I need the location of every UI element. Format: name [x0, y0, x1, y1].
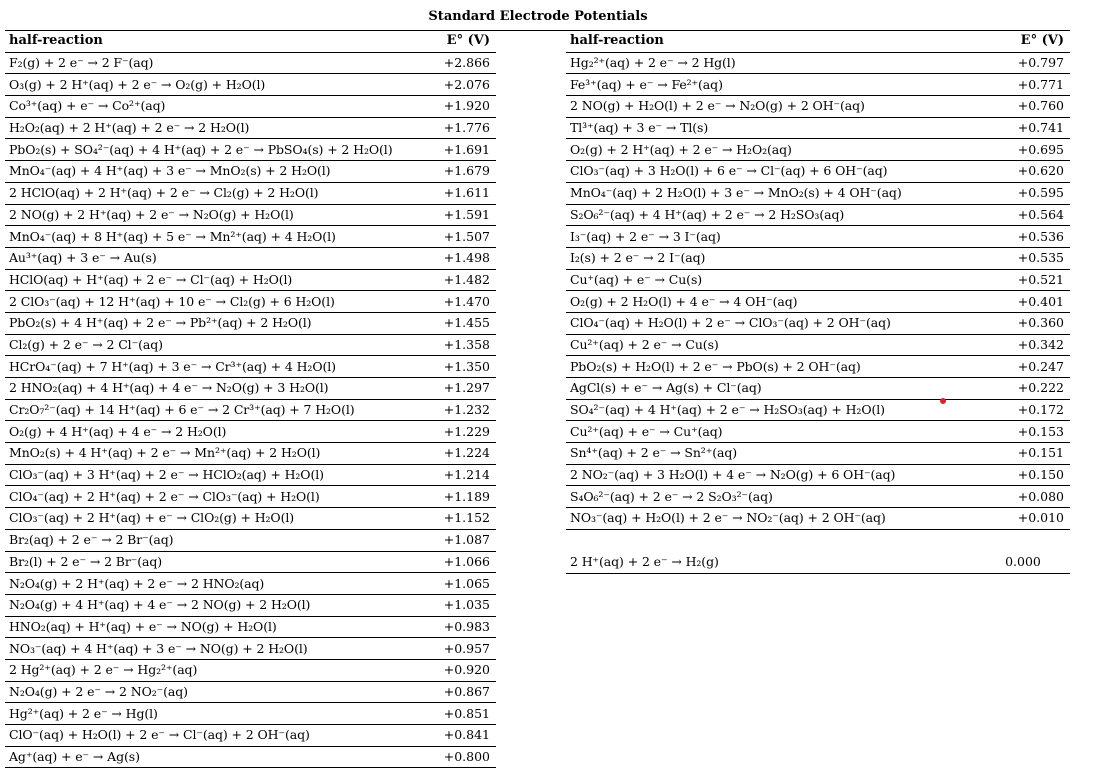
half-reaction-cell: F₂(g) + 2 e⁻ → 2 F⁻(aq) [5, 52, 400, 74]
half-reaction-cell: MnO₂(s) + 4 H⁺(aq) + 2 e⁻ → Mn²⁺(aq) + 2 H₂O(l) [5, 443, 400, 465]
table-row [566, 247, 1070, 269]
table-row [5, 443, 496, 465]
potential-cell: +0.595 [978, 182, 1070, 204]
potential-cell: +2.076 [400, 74, 496, 96]
potential-cell: +1.358 [400, 334, 496, 356]
table-row [566, 96, 1070, 118]
half-reaction-cell: HCrO₄⁻(aq) + 7 H⁺(aq) + 3 e⁻ → Cr³⁺(aq) + 4 H₂O(l) [5, 356, 400, 378]
half-reaction-cell: 2 HClO(aq) + 2 H⁺(aq) + 2 e⁻ → Cl₂(g) + 2 H₂O(l) [5, 182, 400, 204]
potential-cell: +1.611 [400, 182, 496, 204]
potential-cell: +0.564 [978, 204, 1070, 226]
table-row [566, 74, 1070, 96]
table-row [5, 96, 496, 118]
table-row [566, 334, 1070, 356]
half-reaction-cell: Cr₂O₇²⁻(aq) + 14 H⁺(aq) + 6 e⁻ → 2 Cr³⁺(aq) + 7 H₂O(l) [5, 399, 400, 421]
table-row [566, 291, 1070, 313]
table-row [5, 312, 496, 334]
table-row [5, 52, 496, 74]
potential-cell: +0.797 [978, 52, 1070, 74]
potential-cell: +0.222 [978, 378, 1070, 400]
potential-cell: 0.000 [978, 552, 1070, 573]
potential-cell: +1.152 [400, 508, 496, 530]
table-row [5, 551, 496, 573]
hydrogen-reference-row [566, 552, 1070, 573]
half-reaction-cell: 2 NO₂⁻(aq) + 3 H₂O(l) + 4 e⁻ → N₂O(g) + 6 OH⁻(aq) [566, 464, 978, 486]
half-reaction-cell: Cu²⁺(aq) + 2 e⁻ → Cu(s) [566, 334, 978, 356]
half-reaction-cell: S₄O₆²⁻(aq) + 2 e⁻ → 2 S₂O₃²⁻(aq) [566, 486, 978, 508]
half-reaction-cell: Fe³⁺(aq) + e⁻ → Fe²⁺(aq) [566, 74, 978, 96]
table-row [5, 247, 496, 269]
half-reaction-cell: ClO₃⁻(aq) + 2 H⁺(aq) + e⁻ → ClO₂(g) + H₂O(l) [5, 508, 400, 530]
table-row [5, 594, 496, 616]
potential-cell: +0.153 [978, 421, 1070, 443]
table-row [5, 204, 496, 226]
half-reaction-cell: Cu²⁺(aq) + e⁻ → Cu⁺(aq) [566, 421, 978, 443]
half-reaction-cell: H₂O₂(aq) + 2 H⁺(aq) + 2 e⁻ → 2 H₂O(l) [5, 117, 400, 139]
table-row [566, 312, 1070, 334]
half-reaction-cell: MnO₄⁻(aq) + 8 H⁺(aq) + 5 e⁻ → Mn²⁺(aq) + 4 H₂O(l) [5, 226, 400, 248]
half-reaction-cell: Hg²⁺(aq) + 2 e⁻ → Hg(l) [5, 703, 400, 725]
half-reaction-cell: ClO₄⁻(aq) + 2 H⁺(aq) + 2 e⁻ → ClO₃⁻(aq) + H₂O(l) [5, 486, 400, 508]
table-row [566, 161, 1070, 183]
half-reaction-cell: N₂O₄(g) + 2 H⁺(aq) + 2 e⁻ → 2 HNO₂(aq) [5, 573, 400, 595]
half-reaction-cell: 2 NO(g) + 2 H⁺(aq) + 2 e⁻ → N₂O(g) + H₂O(l) [5, 204, 400, 226]
half-reaction-cell: ClO₃⁻(aq) + 3 H⁺(aq) + 2 e⁻ → HClO₂(aq) + H₂O(l) [5, 464, 400, 486]
table-row [5, 746, 496, 768]
potential-cell: +0.741 [978, 117, 1070, 139]
table-row [5, 182, 496, 204]
potential-cell: +1.679 [400, 161, 496, 183]
potential-cell: +1.297 [400, 378, 496, 400]
red-marker-dot [940, 398, 946, 404]
half-reaction-cell: SO₄²⁻(aq) + 4 H⁺(aq) + 2 e⁻ → H₂SO₃(aq) + H₂O(l) [566, 399, 978, 421]
table-row [566, 486, 1070, 508]
half-reaction-cell: 2 ClO₃⁻(aq) + 12 H⁺(aq) + 10 e⁻ → Cl₂(g) + 6 H₂O(l) [5, 291, 400, 313]
table-row [566, 182, 1070, 204]
half-reaction-cell: Co³⁺(aq) + e⁻ → Co²⁺(aq) [5, 96, 400, 118]
potential-cell: +0.620 [978, 161, 1070, 183]
table-row [566, 464, 1070, 486]
half-reaction-cell: N₂O₄(g) + 2 e⁻ → 2 NO₂⁻(aq) [5, 681, 400, 703]
potential-header: E° (V) [978, 31, 1070, 52]
potential-cell: +1.482 [400, 269, 496, 291]
table-row [5, 291, 496, 313]
potential-cell: +0.401 [978, 291, 1070, 313]
potential-cell: +0.983 [400, 616, 496, 638]
half-reaction-cell: Cl₂(g) + 2 e⁻ → 2 Cl⁻(aq) [5, 334, 400, 356]
half-reaction-cell: AgCl(s) + e⁻ → Ag(s) + Cl⁻(aq) [566, 378, 978, 400]
potential-cell: +1.455 [400, 312, 496, 334]
potential-cell: +0.800 [400, 746, 496, 768]
potential-cell: +1.224 [400, 443, 496, 465]
half-reaction-cell: Tl³⁺(aq) + 3 e⁻ → Tl(s) [566, 117, 978, 139]
half-reaction-cell: N₂O₄(g) + 4 H⁺(aq) + 4 e⁻ → 2 NO(g) + 2 H₂O(l) [5, 594, 400, 616]
half-reaction-cell: O₂(g) + 2 H⁺(aq) + 2 e⁻ → H₂O₂(aq) [566, 139, 978, 161]
potential-cell: +2.866 [400, 52, 496, 74]
right-header-row [566, 31, 1070, 52]
table-row [5, 226, 496, 248]
half-reaction-cell: Br₂(l) + 2 e⁻ → 2 Br⁻(aq) [5, 551, 400, 573]
potential-cell: +0.771 [978, 74, 1070, 96]
half-reaction-cell: HClO(aq) + H⁺(aq) + 2 e⁻ → Cl⁻(aq) + H₂O(l) [5, 269, 400, 291]
potential-cell: +0.851 [400, 703, 496, 725]
half-reaction-cell: PbO₂(s) + SO₄²⁻(aq) + 4 H⁺(aq) + 2 e⁻ → PbSO₄(s) + 2 H₂O(l) [5, 139, 400, 161]
table-row [566, 399, 1070, 421]
potential-cell: +1.214 [400, 464, 496, 486]
table-row [566, 508, 1070, 530]
table-row [5, 681, 496, 703]
table-row [5, 378, 496, 400]
potential-cell: +0.342 [978, 334, 1070, 356]
spacer-row [566, 529, 1070, 552]
table-row [566, 421, 1070, 443]
potential-cell: +0.841 [400, 725, 496, 747]
table-row [566, 204, 1070, 226]
table-row [5, 464, 496, 486]
potential-cell: +0.080 [978, 486, 1070, 508]
half-reaction-cell: I₂(s) + 2 e⁻ → 2 I⁻(aq) [566, 247, 978, 269]
potential-cell: +0.360 [978, 312, 1070, 334]
potential-cell: +1.035 [400, 594, 496, 616]
half-reaction-cell: 2 HNO₂(aq) + 4 H⁺(aq) + 4 e⁻ → N₂O(g) + 3 H₂O(l) [5, 378, 400, 400]
potential-cell: +1.498 [400, 247, 496, 269]
potential-cell: +1.920 [400, 96, 496, 118]
potential-cell: +1.065 [400, 573, 496, 595]
potential-header: E° (V) [400, 31, 496, 52]
potential-cell: +1.470 [400, 291, 496, 313]
table-row [566, 378, 1070, 400]
potential-cell: +0.920 [400, 659, 496, 681]
table-row [5, 421, 496, 443]
half-reaction-cell: Ag⁺(aq) + e⁻ → Ag(s) [5, 746, 400, 768]
table-row [5, 659, 496, 681]
half-reaction-cell: 2 H⁺(aq) + 2 e⁻ → H₂(g) [566, 552, 978, 573]
half-reaction-cell: O₂(g) + 2 H₂O(l) + 4 e⁻ → 4 OH⁻(aq) [566, 291, 978, 313]
half-reaction-cell: S₂O₆²⁻(aq) + 4 H⁺(aq) + 2 e⁻ → 2 H₂SO₃(aq) [566, 204, 978, 226]
potential-cell: +0.172 [978, 399, 1070, 421]
half-reaction-cell: MnO₄⁻(aq) + 2 H₂O(l) + 3 e⁻ → MnO₂(s) + 4 OH⁻(aq) [566, 182, 978, 204]
potential-cell: +1.232 [400, 399, 496, 421]
table-row [566, 356, 1070, 378]
potential-cell: +1.087 [400, 529, 496, 551]
potential-cell: +0.536 [978, 226, 1070, 248]
half-reaction-cell: MnO₄⁻(aq) + 4 H⁺(aq) + 3 e⁻ → MnO₂(s) + 2 H₂O(l) [5, 161, 400, 183]
potential-cell: +1.591 [400, 204, 496, 226]
table-row [566, 269, 1070, 291]
half-reaction-cell: ClO₃⁻(aq) + 3 H₂O(l) + 6 e⁻ → Cl⁻(aq) + 6 OH⁻(aq) [566, 161, 978, 183]
potential-cell: +0.247 [978, 356, 1070, 378]
half-reaction-cell: Hg₂²⁺(aq) + 2 e⁻ → 2 Hg(l) [566, 52, 978, 74]
table-row [5, 616, 496, 638]
half-reaction-cell: Cu⁺(aq) + e⁻ → Cu(s) [566, 269, 978, 291]
half-reaction-cell: 2 Hg²⁺(aq) + 2 e⁻ → Hg₂²⁺(aq) [5, 659, 400, 681]
table-row [566, 443, 1070, 465]
table-row [5, 74, 496, 96]
potential-cell: +1.776 [400, 117, 496, 139]
potential-cell: +0.521 [978, 269, 1070, 291]
table-row [5, 529, 496, 551]
reaction-header: half-reaction [566, 31, 978, 52]
table-row [5, 399, 496, 421]
potential-cell: +0.695 [978, 139, 1070, 161]
table-row [5, 117, 496, 139]
table-row [5, 508, 496, 530]
left-potentials-table [5, 31, 496, 768]
table-row [5, 703, 496, 725]
half-reaction-cell: NO₃⁻(aq) + H₂O(l) + 2 e⁻ → NO₂⁻(aq) + 2 OH⁻(aq) [566, 508, 978, 530]
right-potentials-table [566, 31, 1070, 574]
table-row [5, 334, 496, 356]
half-reaction-cell: O₃(g) + 2 H⁺(aq) + 2 e⁻ → O₂(g) + H₂O(l) [5, 74, 400, 96]
left-header-row [5, 31, 496, 52]
table-row [5, 269, 496, 291]
table-row [566, 52, 1070, 74]
potential-cell: +0.150 [978, 464, 1070, 486]
half-reaction-cell: HNO₂(aq) + H⁺(aq) + e⁻ → NO(g) + H₂O(l) [5, 616, 400, 638]
potential-cell: +1.066 [400, 551, 496, 573]
half-reaction-cell: I₃⁻(aq) + 2 e⁻ → 3 I⁻(aq) [566, 226, 978, 248]
reaction-header: half-reaction [5, 31, 400, 52]
potential-cell: +1.350 [400, 356, 496, 378]
half-reaction-cell: PbO₂(s) + H₂O(l) + 2 e⁻ → PbO(s) + 2 OH⁻(aq) [566, 356, 978, 378]
table-row [5, 725, 496, 747]
half-reaction-cell: 2 NO(g) + H₂O(l) + 2 e⁻ → N₂O(g) + 2 OH⁻(aq) [566, 96, 978, 118]
half-reaction-cell: O₂(g) + 4 H⁺(aq) + 4 e⁻ → 2 H₂O(l) [5, 421, 400, 443]
table-row [5, 486, 496, 508]
potential-cell: +1.691 [400, 139, 496, 161]
table-row [5, 139, 496, 161]
half-reaction-cell: ClO₄⁻(aq) + H₂O(l) + 2 e⁻ → ClO₃⁻(aq) + 2 OH⁻(aq) [566, 312, 978, 334]
half-reaction-cell: Au³⁺(aq) + 3 e⁻ → Au(s) [5, 247, 400, 269]
potential-cell: +0.957 [400, 638, 496, 660]
table-row [566, 139, 1070, 161]
half-reaction-cell: PbO₂(s) + 4 H⁺(aq) + 2 e⁻ → Pb²⁺(aq) + 2 H₂O(l) [5, 312, 400, 334]
table-row [566, 226, 1070, 248]
potential-cell: +0.151 [978, 443, 1070, 465]
table-row [566, 117, 1070, 139]
half-reaction-cell: Sn⁴⁺(aq) + 2 e⁻ → Sn²⁺(aq) [566, 443, 978, 465]
table-row [5, 161, 496, 183]
potential-cell: +0.010 [978, 508, 1070, 530]
page-title: Standard Electrode Potentials [428, 9, 648, 24]
potential-cell: +1.229 [400, 421, 496, 443]
table-row [5, 573, 496, 595]
half-reaction-cell: Br₂(aq) + 2 e⁻ → 2 Br⁻(aq) [5, 529, 400, 551]
half-reaction-cell: NO₃⁻(aq) + 4 H⁺(aq) + 3 e⁻ → NO(g) + 2 H₂O(l) [5, 638, 400, 660]
table-row [5, 356, 496, 378]
table-row [5, 638, 496, 660]
potential-cell: +0.535 [978, 247, 1070, 269]
potential-cell: +1.189 [400, 486, 496, 508]
potential-cell: +0.867 [400, 681, 496, 703]
potential-cell: +0.760 [978, 96, 1070, 118]
half-reaction-cell: ClO⁻(aq) + H₂O(l) + 2 e⁻ → Cl⁻(aq) + 2 OH⁻(aq) [5, 725, 400, 747]
potential-cell: +1.507 [400, 226, 496, 248]
